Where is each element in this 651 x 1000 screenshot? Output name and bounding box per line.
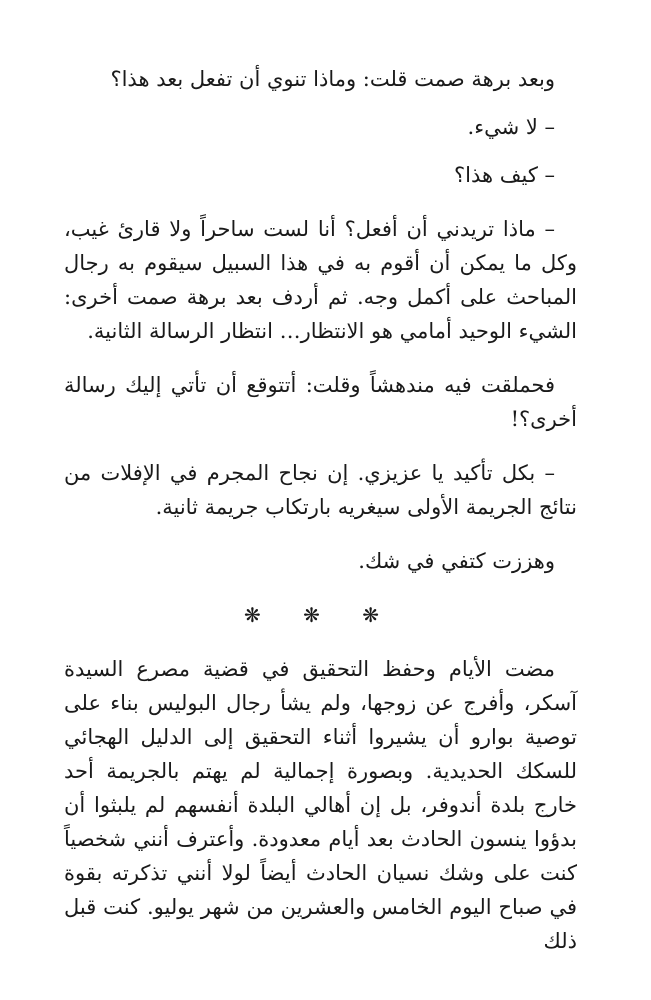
paragraph-second-crime: – بكل تأكيد يا عزيزي. إن نجاح المجرم في الإفلات من نتائج الجريمة الأولى سيغريه بارتكاب جريمة ثانية. bbox=[64, 461, 577, 519]
paragraph-silence-question: وبعد برهة صمت قلت: وماذا تنوي أن تفعل بعد هذا؟ bbox=[110, 67, 555, 91]
paragraph-days-passed: مضت الأيام وحفظ التحقيق في قضية مصرع السيدة آسكر، وأفرج عن زوجها، ولم يشأ رجال البوليس بناء على توصية بوارو أن يشيروا أثناء التحقيق إلى الدليل الهجائي للسكك الحديدية. وبصورة إجمالية لم يهتم بالجريمة أحد خارج بلدة أندوفر، بل إن أهالي البلدة أنفسهم لم يلبثوا أن بدؤوا ينسون الحادث بعد أيام معدودة. وأعترف أنني شخصياً كنت على وشك نسيان الحادث أيضاً لولا أنني تذكرته بقوة في صباح اليوم الخامس والعشرين من شهر يوليو. كنت قبل ذلك bbox=[64, 657, 577, 953]
paragraph-waiting: – ماذا تريدني أن أفعل؟ أنا لست ساحراً ولا قارئ غيب، وكل ما يمكن أن أقوم به في هذا السبيل سيقوم به رجال المباحث على أكمل وجه. ثم أردف بعد برهة صمت أخرى: الشيء الوحيد أمامي هو الانتظار… انتظار الرسالة الثانية. bbox=[64, 217, 577, 343]
paragraph-how: – كيف هذا؟ bbox=[453, 163, 555, 187]
section-separator: ❋ ❋ ❋ bbox=[244, 603, 397, 627]
paragraph-another-letter: فحملقت فيه مندهشاً وقلت: أتتوقع أن تأتي إليك رسالة أخرى؟! bbox=[64, 373, 577, 431]
paragraph-shrug: وهززت كتفي في شك. bbox=[358, 549, 555, 573]
paragraph-nothing: – لا شيء. bbox=[467, 115, 555, 139]
